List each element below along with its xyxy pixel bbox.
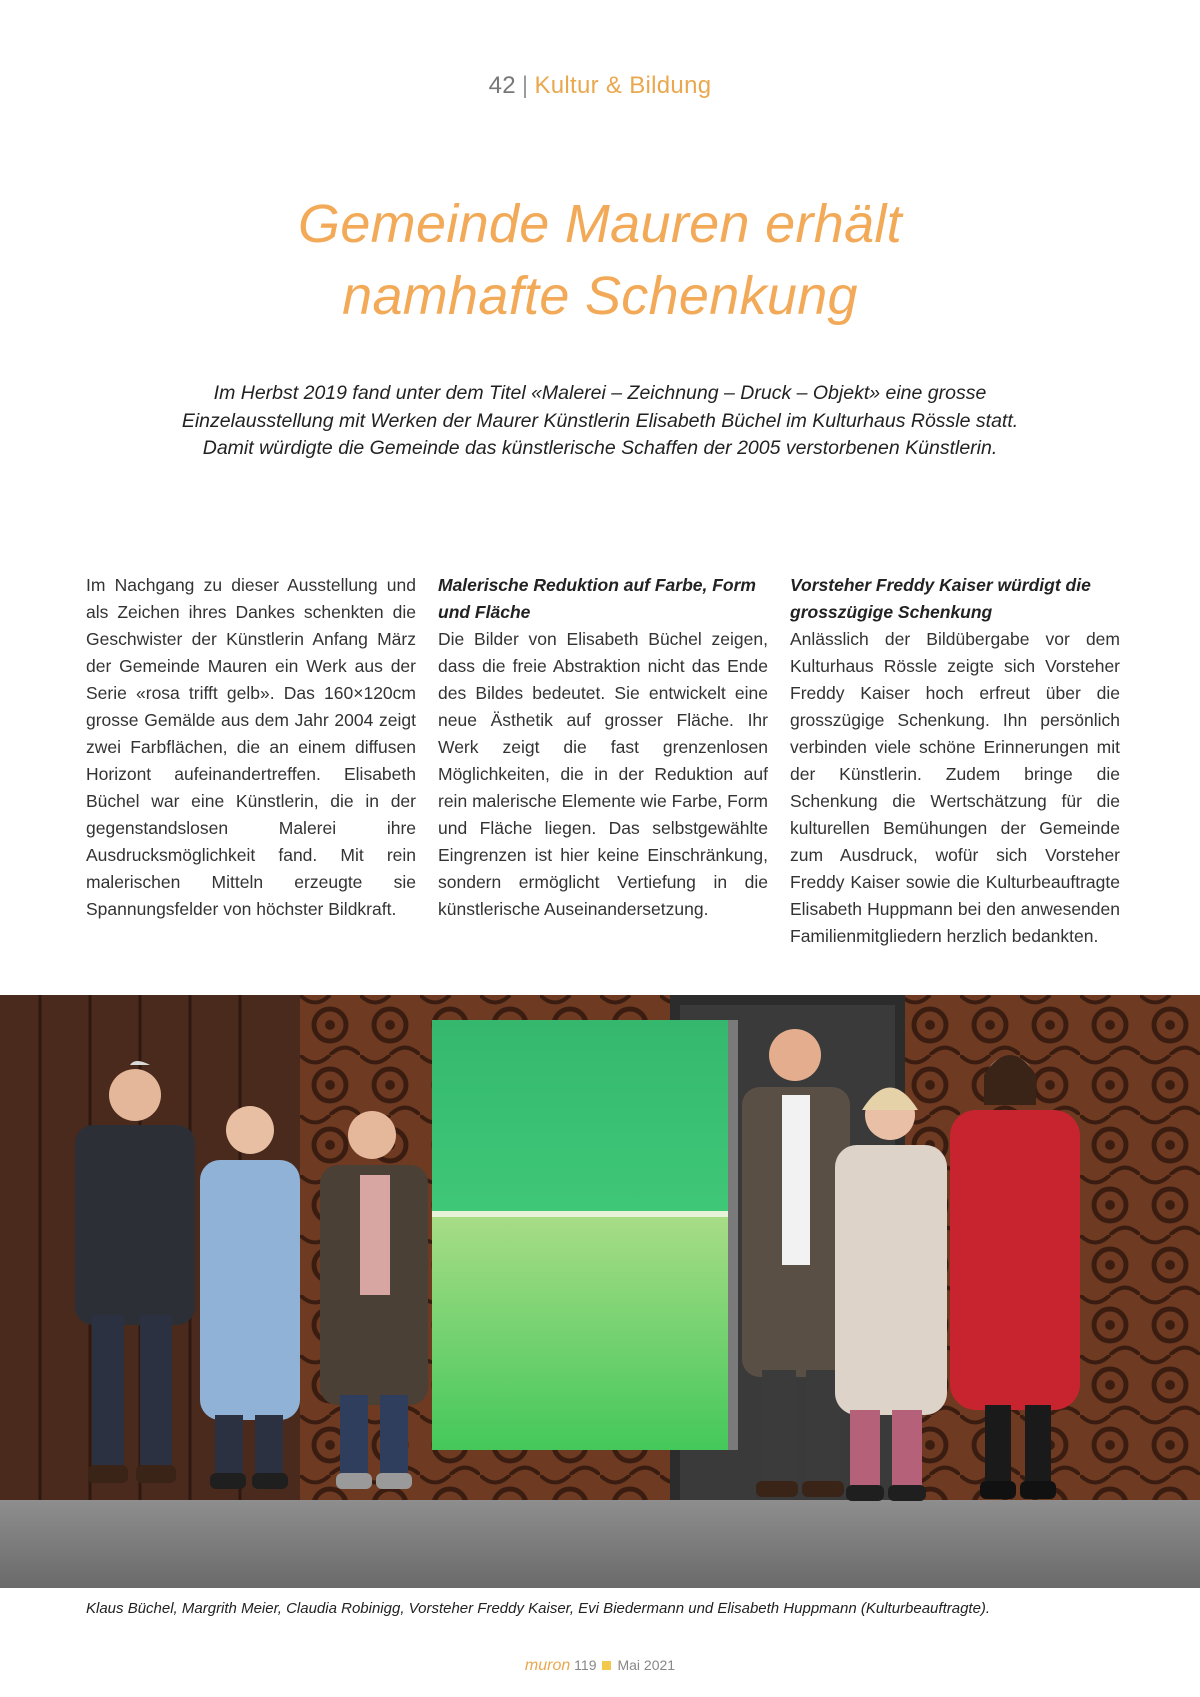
painting bbox=[432, 1020, 738, 1450]
article-title bbox=[100, 188, 1100, 332]
header-separator: | bbox=[521, 72, 529, 99]
column-2-heading: Malerische Reduktion auf Farbe, Form und Fläche bbox=[438, 575, 756, 622]
title-line-1: Gemeinde Mauren erhält bbox=[298, 194, 902, 254]
column-2-text: Die Bilder von Elisabeth Büchel zeigen, dass die freie Abstraktion nicht das Ende des Bildes bedeutet. Sie entwickelt eine neue Ästhetik auf grosser Fläche. Ihr Werk zeigt die fast grenzenlosen Möglichkeiten, die in der Reduktion auf rein malerische Elemente wie Farbe, Form und Fläche liegen. Das selbstgewählte Eingrenzen ist hier keine Einschränkung, sondern ermöglicht Vertiefung in die künstlerische Auseinandersetzung. bbox=[438, 629, 768, 919]
footer-square-icon bbox=[602, 1661, 611, 1670]
page-number: 42 bbox=[488, 72, 516, 99]
column-2 bbox=[438, 572, 768, 923]
column-3 bbox=[790, 572, 1120, 950]
pavement bbox=[0, 1500, 1200, 1588]
article-lead: Im Herbst 2019 fand unter dem Titel «Malerei – Zeichnung – Druck – Objekt» eine grosse Einzelausstellung mit Werken der Maurer Künstlerin Elisabeth Büchel im Kulturhaus Rössle statt. Damit würdigte die Gemeinde das künstlerische Schaffen der 2005 verstorbenen Künstlerin. bbox=[181, 382, 1019, 459]
page-header bbox=[0, 72, 1200, 100]
issue-date: Mai 2021 bbox=[617, 1657, 676, 1673]
page-footer bbox=[0, 1657, 1200, 1675]
column-1 bbox=[86, 572, 416, 923]
photo-caption: Klaus Büchel, Margrith Meier, Claudia Robinigg, Vorsteher Freddy Kaiser, Evi Biedermann und Elisabeth Huppmann (Kulturbeauftragte). bbox=[86, 1600, 991, 1617]
section-name: Kultur & Bildung bbox=[534, 72, 712, 99]
column-1-text: Im Nachgang zu dieser Ausstellung und als Zeichen ihres Dankes schenkten die Geschwister der Künstlerin Anfang März der Gemeinde Mauren ein Werk aus der Serie «rosa trifft gelb». Das 160×120cm grosse Gemälde aus dem Jahr 2004 zeigt zwei Farbflächen, die an einem diffusen Horizont aufeinandertreffen. Elisabeth Büchel war eine Künstlerin, die in der gegenstandslosen Malerei ihre Ausdrucksmöglichkeit fand. Mit rein malerischen Mitteln erzeugte sie Spannungsfelder von höchster Bildkraft. bbox=[86, 575, 416, 919]
title-line-2: namhafte Schenkung bbox=[342, 266, 858, 326]
group-photo bbox=[0, 995, 1200, 1588]
column-3-heading: Vorsteher Freddy Kaiser würdigt die grosszügige Schenkung bbox=[790, 575, 1091, 622]
photo-illustration bbox=[0, 995, 1200, 1588]
column-3-text: Anlässlich der Bildübergabe vor dem Kulturhaus Rössle zeigte sich Vorsteher Freddy Kaiser hoch erfreut über die grosszügige Schenkung. Ihn persönlich verbinden viele schöne Erinnerungen mit der Künstlerin. Zudem bringe die Schenkung die Wertschätzung für die kulturellen Bemühungen der Gemeinde zum Ausdruck, wofür sich Vorsteher Freddy Kaiser sowie die Kulturbeauftragte Elisabeth Huppmann bei den anwesenden Familienmitgliedern herzlich bedankten. bbox=[790, 629, 1120, 946]
magazine-brand: muron bbox=[524, 1657, 571, 1674]
issue-number: 119 bbox=[574, 1657, 597, 1673]
